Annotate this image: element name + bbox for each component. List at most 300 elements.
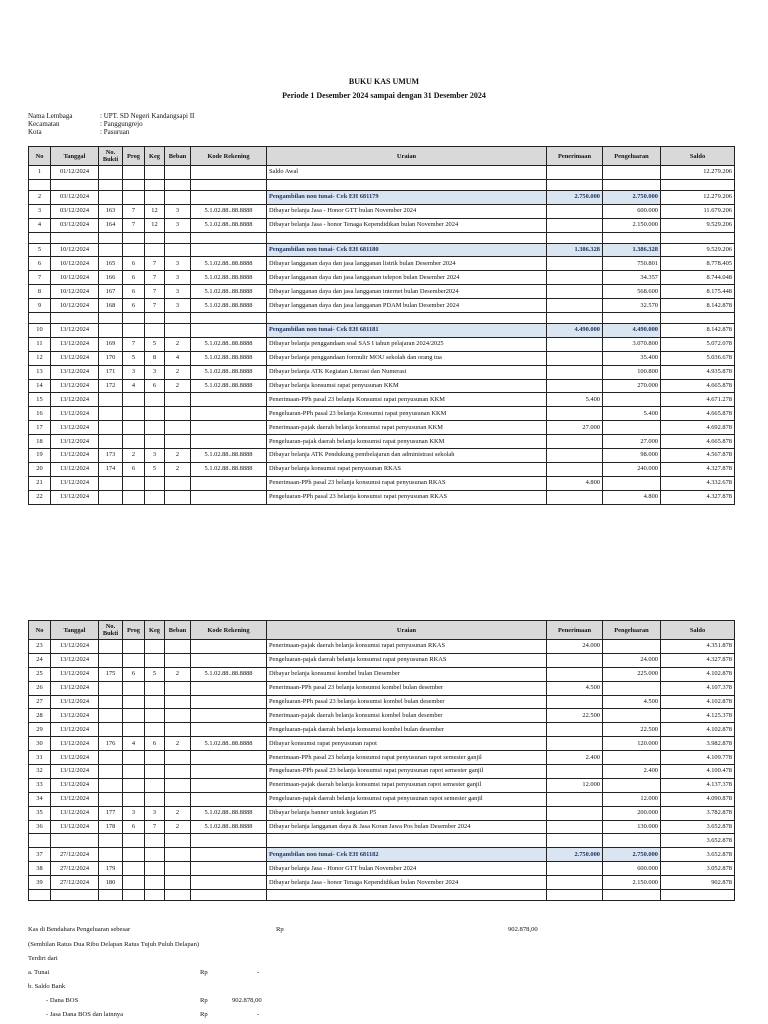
cell-pengeluaran: 2.150.000 bbox=[603, 876, 661, 890]
cell-kode-rekening bbox=[191, 834, 267, 848]
cell-kode-rekening bbox=[191, 179, 267, 190]
cell-prog: 4 bbox=[123, 737, 145, 751]
cell-no-bukti: 173 bbox=[99, 449, 123, 463]
cell-keg: 7 bbox=[145, 271, 165, 285]
cell-kode-rekening: 5.1.02.88..88.8888 bbox=[191, 257, 267, 271]
cell-prog: 3 bbox=[123, 365, 145, 379]
cell-saldo: 8.175.448 bbox=[661, 285, 735, 299]
cell-saldo: 12.279.206 bbox=[661, 190, 735, 204]
cell-keg: 7 bbox=[145, 285, 165, 299]
cell-no-bukti: 178 bbox=[99, 820, 123, 834]
cell-saldo bbox=[661, 179, 735, 190]
jasa-bos-currency: Rp bbox=[200, 1011, 208, 1018]
cell-tanggal: 10/12/2024 bbox=[51, 257, 99, 271]
table-row bbox=[29, 449, 735, 463]
cell-penerimaan bbox=[547, 337, 603, 351]
cell-kode-rekening: 5.1.02.88..88.8888 bbox=[191, 737, 267, 751]
cell-penerimaan bbox=[547, 876, 603, 890]
table-row bbox=[29, 257, 735, 271]
cell-kode-rekening bbox=[191, 313, 267, 324]
cell-saldo: 4.671.278 bbox=[661, 393, 735, 407]
cell-no-bukti bbox=[99, 166, 123, 180]
cell-prog: 6 bbox=[123, 271, 145, 285]
cell-no: 31 bbox=[29, 751, 51, 765]
cell-keg bbox=[145, 232, 165, 243]
column-header: Uraian bbox=[267, 621, 547, 640]
cell-keg bbox=[145, 407, 165, 421]
cell-uraian: Pengeluaran-PPh pasal 23 belanja konsumsi kombel bulan desember bbox=[267, 695, 547, 709]
cell-kode-rekening: 5.1.02.88..88.8888 bbox=[191, 806, 267, 820]
cell-no-bukti bbox=[99, 751, 123, 765]
bank-label: b. Saldo Bank bbox=[28, 983, 66, 990]
cell-penerimaan bbox=[547, 806, 603, 820]
cell-pengeluaran: 2.400 bbox=[603, 765, 661, 779]
cell-beban bbox=[165, 765, 191, 779]
table-row bbox=[29, 723, 735, 737]
cell-keg: 5 bbox=[145, 462, 165, 476]
table-row bbox=[29, 737, 735, 751]
cell-uraian: Pengeluaran-pajak daerah belanja konsumsi kombel bulan desember bbox=[267, 723, 547, 737]
cell-prog: 7 bbox=[123, 218, 145, 232]
cell-uraian: Dibayar belanja ATK Pendukung pembelajaran dan administrasi sekolah bbox=[267, 449, 547, 463]
cell-tanggal: 13/12/2024 bbox=[51, 490, 99, 504]
column-header: Beban bbox=[165, 147, 191, 166]
cell-pengeluaran: 240.000 bbox=[603, 462, 661, 476]
blank-row bbox=[29, 232, 735, 243]
cell-no-bukti: 174 bbox=[99, 462, 123, 476]
cell-pengeluaran bbox=[603, 834, 661, 848]
cell-no bbox=[29, 179, 51, 190]
cell-kode-rekening: 5.1.02.88..88.8888 bbox=[191, 449, 267, 463]
table-row bbox=[29, 640, 735, 654]
cell-pengeluaran bbox=[603, 709, 661, 723]
cell-saldo: 4.327.878 bbox=[661, 653, 735, 667]
cell-tanggal bbox=[51, 313, 99, 324]
cell-keg bbox=[145, 393, 165, 407]
cell-pengeluaran: 12.000 bbox=[603, 792, 661, 806]
cell-saldo: 3.782.878 bbox=[661, 806, 735, 820]
cell-beban: 3 bbox=[165, 271, 191, 285]
cell-no-bukti: 175 bbox=[99, 667, 123, 681]
cell-no: 6 bbox=[29, 257, 51, 271]
cell-keg bbox=[145, 751, 165, 765]
cell-penerimaan: 2.750.000 bbox=[547, 190, 603, 204]
cell-tanggal: 13/12/2024 bbox=[51, 462, 99, 476]
cell-no-bukti bbox=[99, 890, 123, 901]
column-header: Beban bbox=[165, 621, 191, 640]
cell-no-bukti bbox=[99, 490, 123, 504]
table-row bbox=[29, 834, 735, 848]
cell-no-bukti bbox=[99, 848, 123, 862]
institution-info bbox=[28, 112, 194, 136]
cell-penerimaan bbox=[547, 218, 603, 232]
cell-prog bbox=[123, 421, 145, 435]
cell-no-bukti: 171 bbox=[99, 365, 123, 379]
cell-uraian: Pengambilan non tunai- Cek EH 681179 bbox=[267, 190, 547, 204]
cell-tanggal bbox=[51, 834, 99, 848]
cell-prog bbox=[123, 709, 145, 723]
cell-keg bbox=[145, 421, 165, 435]
cell-kode-rekening bbox=[191, 695, 267, 709]
table-row bbox=[29, 462, 735, 476]
cell-prog bbox=[123, 179, 145, 190]
jasa-bos-value: - bbox=[257, 1011, 260, 1018]
cell-beban: 2 bbox=[165, 365, 191, 379]
cell-pengeluaran bbox=[603, 313, 661, 324]
cell-pengeluaran: 225.000 bbox=[603, 667, 661, 681]
cell-penerimaan bbox=[547, 204, 603, 218]
column-header: No bbox=[29, 147, 51, 166]
cell-saldo: 4.125.378 bbox=[661, 709, 735, 723]
cell-tanggal: 03/12/2024 bbox=[51, 204, 99, 218]
cell-no-bukti bbox=[99, 695, 123, 709]
column-header: Pengeluaran bbox=[603, 621, 661, 640]
cell-penerimaan bbox=[547, 462, 603, 476]
cell-uraian: Dibayar belanja langganan daya & Jasa Koran Jawa Pos bulan Desember 2024 bbox=[267, 820, 547, 834]
cell-beban bbox=[165, 709, 191, 723]
cell-beban bbox=[165, 848, 191, 862]
cell-prog bbox=[123, 862, 145, 876]
cell-prog bbox=[123, 640, 145, 654]
cell-no: 1 bbox=[29, 166, 51, 180]
cell-no-bukti: 164 bbox=[99, 218, 123, 232]
cell-no: 27 bbox=[29, 695, 51, 709]
table-header-row bbox=[29, 147, 735, 166]
cell-uraian: Dibayar belanja konsumsi rapat penyusunan KKM bbox=[267, 379, 547, 393]
cell-saldo: 3.652.878 bbox=[661, 848, 735, 862]
cell-uraian: Pengambilan non tunai- Cek EH 681182 bbox=[267, 848, 547, 862]
cell-penerimaan bbox=[547, 166, 603, 180]
cell-uraian: Dibayar belanja Jasa - honor Tenaga Kependidikan bulan November 2024 bbox=[267, 218, 547, 232]
table-row bbox=[29, 324, 735, 338]
cell-pengeluaran: 2.750.000 bbox=[603, 190, 661, 204]
cell-pengeluaran: 2.150.000 bbox=[603, 218, 661, 232]
meta-value: : Pasuruan bbox=[100, 128, 130, 136]
cell-uraian: Dibayar belanja penggandaan soal SAS I tahun pelajaran 2024/2025 bbox=[267, 337, 547, 351]
cell-prog bbox=[123, 476, 145, 490]
cell-kode-rekening bbox=[191, 166, 267, 180]
table-row bbox=[29, 337, 735, 351]
cell-saldo: 8.142.878 bbox=[661, 299, 735, 313]
cell-pengeluaran: 34.357 bbox=[603, 271, 661, 285]
cell-no bbox=[29, 834, 51, 848]
cell-beban: 2 bbox=[165, 820, 191, 834]
cell-saldo bbox=[661, 890, 735, 901]
cell-pengeluaran bbox=[603, 476, 661, 490]
cell-prog: 6 bbox=[123, 299, 145, 313]
cell-penerimaan bbox=[547, 379, 603, 393]
cell-penerimaan bbox=[547, 737, 603, 751]
meta-value: : UPT. SD Negeri Kandangsapi II bbox=[100, 112, 195, 120]
cell-keg bbox=[145, 876, 165, 890]
cell-beban bbox=[165, 862, 191, 876]
cell-uraian: Pengambilan non tunai- Cek EH 681180 bbox=[267, 243, 547, 257]
cell-kode-rekening bbox=[191, 723, 267, 737]
cell-no: 34 bbox=[29, 792, 51, 806]
cell-tanggal: 13/12/2024 bbox=[51, 351, 99, 365]
terdiri-label: Terdiri dari bbox=[28, 955, 58, 962]
cell-pengeluaran: 22.500 bbox=[603, 723, 661, 737]
cell-no: 28 bbox=[29, 709, 51, 723]
cell-beban bbox=[165, 681, 191, 695]
cell-keg: 8 bbox=[145, 351, 165, 365]
cell-saldo: 8.744.048 bbox=[661, 271, 735, 285]
cell-uraian: Pengeluaran-PPh pasal 23 belanja konsumsi rapat penyusunan RKAS bbox=[267, 490, 547, 504]
cell-saldo: 4.107.378 bbox=[661, 681, 735, 695]
cell-no: 18 bbox=[29, 435, 51, 449]
cell-kode-rekening bbox=[191, 232, 267, 243]
cell-no: 2 bbox=[29, 190, 51, 204]
table-row bbox=[29, 407, 735, 421]
table-row bbox=[29, 351, 735, 365]
cell-keg bbox=[145, 653, 165, 667]
cell-kode-rekening bbox=[191, 653, 267, 667]
cell-saldo: 4.692.878 bbox=[661, 421, 735, 435]
cell-no: 24 bbox=[29, 653, 51, 667]
cell-pengeluaran: 4.500 bbox=[603, 695, 661, 709]
cell-no: 16 bbox=[29, 407, 51, 421]
cell-uraian bbox=[267, 232, 547, 243]
cell-beban bbox=[165, 232, 191, 243]
cell-beban: 2 bbox=[165, 337, 191, 351]
column-header: Penerimaan bbox=[547, 147, 603, 166]
cell-kode-rekening bbox=[191, 862, 267, 876]
cell-no-bukti: 179 bbox=[99, 862, 123, 876]
cell-penerimaan: 27.000 bbox=[547, 421, 603, 435]
cell-prog: 6 bbox=[123, 667, 145, 681]
cell-tanggal: 13/12/2024 bbox=[51, 324, 99, 338]
cell-pengeluaran bbox=[603, 166, 661, 180]
cell-tanggal: 10/12/2024 bbox=[51, 299, 99, 313]
cell-no-bukti: 170 bbox=[99, 351, 123, 365]
cell-no: 9 bbox=[29, 299, 51, 313]
cell-tanggal: 13/12/2024 bbox=[51, 695, 99, 709]
cell-prog bbox=[123, 653, 145, 667]
table-row bbox=[29, 243, 735, 257]
cell-saldo: 3.052.878 bbox=[661, 862, 735, 876]
cell-uraian: Penerimaan-PPh pasal 23 belanja konsumsi rapat penyusunan RKAS bbox=[267, 476, 547, 490]
cell-no: 39 bbox=[29, 876, 51, 890]
cell-prog bbox=[123, 435, 145, 449]
cell-kode-rekening bbox=[191, 407, 267, 421]
cell-keg: 5 bbox=[145, 337, 165, 351]
cell-tanggal: 13/12/2024 bbox=[51, 723, 99, 737]
cell-no: 20 bbox=[29, 462, 51, 476]
cell-no-bukti bbox=[99, 834, 123, 848]
cell-tanggal: 13/12/2024 bbox=[51, 337, 99, 351]
cell-uraian: Dibayar belanja konsumsi kombel bulan Desember bbox=[267, 667, 547, 681]
cell-no: 21 bbox=[29, 476, 51, 490]
cell-penerimaan bbox=[547, 271, 603, 285]
cell-tanggal: 13/12/2024 bbox=[51, 681, 99, 695]
cell-no-bukti bbox=[99, 653, 123, 667]
cell-penerimaan bbox=[547, 723, 603, 737]
cell-pengeluaran bbox=[603, 751, 661, 765]
cell-no-bukti bbox=[99, 640, 123, 654]
cell-tanggal: 10/12/2024 bbox=[51, 285, 99, 299]
cell-uraian: Penerimaan-pajak daerah belanja konsumsi rapat penyusunan rapot semester ganjil bbox=[267, 778, 547, 792]
cell-pengeluaran: 2.750.000 bbox=[603, 848, 661, 862]
cell-prog: 6 bbox=[123, 462, 145, 476]
cell-no: 19 bbox=[29, 449, 51, 463]
cell-pengeluaran: 24.000 bbox=[603, 653, 661, 667]
cell-prog bbox=[123, 890, 145, 901]
column-header: Prog bbox=[123, 621, 145, 640]
meta-label: Kota bbox=[28, 128, 42, 136]
cell-saldo: 12.279.206 bbox=[661, 166, 735, 180]
meta-value: : Panggungrejo bbox=[100, 120, 143, 128]
table-row bbox=[29, 681, 735, 695]
meta-label: Kecamatan bbox=[28, 120, 60, 128]
cell-keg bbox=[145, 890, 165, 901]
cell-uraian: Penerimaan-PPh pasal 23 belanja Konsumsi rapat penyusunan KKM bbox=[267, 393, 547, 407]
cell-no: 32 bbox=[29, 765, 51, 779]
cell-kode-rekening bbox=[191, 421, 267, 435]
cell-no-bukti bbox=[99, 435, 123, 449]
cell-tanggal: 10/12/2024 bbox=[51, 243, 99, 257]
cell-keg: 3 bbox=[145, 449, 165, 463]
cell-beban: 3 bbox=[165, 299, 191, 313]
cell-kode-rekening bbox=[191, 243, 267, 257]
cell-beban: 3 bbox=[165, 257, 191, 271]
cell-uraian: Dibayar konsumsi rapat penyusunan rapot bbox=[267, 737, 547, 751]
cell-keg bbox=[145, 476, 165, 490]
cell-penerimaan bbox=[547, 490, 603, 504]
cell-no: 29 bbox=[29, 723, 51, 737]
cell-beban bbox=[165, 653, 191, 667]
cell-uraian: Dibayar belanja Jasa - Honor GTT bulan November 2024 bbox=[267, 862, 547, 876]
cell-penerimaan bbox=[547, 792, 603, 806]
cell-penerimaan: 24.000 bbox=[547, 640, 603, 654]
cell-kode-rekening: 5.1.02.88..88.8888 bbox=[191, 820, 267, 834]
cell-no: 4 bbox=[29, 218, 51, 232]
cell-penerimaan: 1.386.328 bbox=[547, 243, 603, 257]
cell-saldo: 3.982.878 bbox=[661, 737, 735, 751]
cell-tanggal: 27/12/2024 bbox=[51, 876, 99, 890]
cell-uraian: Penerimaan-pajak daerah belanja konsumsi rapat penyusunan KKM bbox=[267, 421, 547, 435]
cell-tanggal: 13/12/2024 bbox=[51, 421, 99, 435]
column-header: Keg bbox=[145, 147, 165, 166]
cell-keg bbox=[145, 834, 165, 848]
meta-row-kecamatan bbox=[28, 120, 194, 128]
cell-no: 3 bbox=[29, 204, 51, 218]
cell-kode-rekening: 5.1.02.88..88.8888 bbox=[191, 271, 267, 285]
cell-beban bbox=[165, 834, 191, 848]
cell-prog bbox=[123, 393, 145, 407]
cell-uraian: Pengeluaran-pajak daerah belanja konsumsi rapat penyusunan RKAS bbox=[267, 653, 547, 667]
document-period: Periode 1 Desember 2024 sampai dengan 31 Desember 2024 bbox=[282, 91, 486, 100]
cell-saldo: 4.090.878 bbox=[661, 792, 735, 806]
cell-no-bukti bbox=[99, 421, 123, 435]
cell-keg: 5 bbox=[145, 667, 165, 681]
cell-no: 26 bbox=[29, 681, 51, 695]
cell-keg bbox=[145, 243, 165, 257]
cell-saldo: 4.137.378 bbox=[661, 778, 735, 792]
cell-penerimaan bbox=[547, 834, 603, 848]
kas-currency: Rp bbox=[276, 926, 284, 933]
cell-pengeluaran: 5.400 bbox=[603, 407, 661, 421]
cell-tanggal: 27/12/2024 bbox=[51, 862, 99, 876]
cell-beban: 3 bbox=[165, 285, 191, 299]
cell-prog bbox=[123, 490, 145, 504]
cell-uraian: Penerimaan-PPh pasal 23 belanja konsumsi kombel bulan desember bbox=[267, 681, 547, 695]
cell-tanggal: 13/12/2024 bbox=[51, 449, 99, 463]
blank-row bbox=[29, 179, 735, 190]
cell-prog bbox=[123, 243, 145, 257]
cell-pengeluaran: 27.000 bbox=[603, 435, 661, 449]
cell-saldo: 9.529.206 bbox=[661, 218, 735, 232]
cell-kode-rekening bbox=[191, 324, 267, 338]
cell-pengeluaran: 600.000 bbox=[603, 862, 661, 876]
cell-keg: 12 bbox=[145, 204, 165, 218]
column-header: Uraian bbox=[267, 147, 547, 166]
cell-tanggal bbox=[51, 179, 99, 190]
cell-pengeluaran bbox=[603, 890, 661, 901]
table-row bbox=[29, 709, 735, 723]
cell-penerimaan bbox=[547, 313, 603, 324]
cell-pengeluaran: 270.000 bbox=[603, 379, 661, 393]
cell-penerimaan: 2.400 bbox=[547, 751, 603, 765]
cell-tanggal: 13/12/2024 bbox=[51, 435, 99, 449]
cell-uraian: Dibayar belanja Jasa - Honor GTT bulan November 2024 bbox=[267, 204, 547, 218]
cell-no-bukti: 177 bbox=[99, 806, 123, 820]
cell-beban: 2 bbox=[165, 667, 191, 681]
cell-prog bbox=[123, 313, 145, 324]
cell-penerimaan: 2.750.000 bbox=[547, 848, 603, 862]
cell-keg bbox=[145, 490, 165, 504]
cell-no: 10 bbox=[29, 324, 51, 338]
cell-no-bukti bbox=[99, 179, 123, 190]
cell-penerimaan bbox=[547, 407, 603, 421]
cell-pengeluaran: 130.000 bbox=[603, 820, 661, 834]
cell-uraian: Saldo Awal bbox=[267, 166, 547, 180]
table-row bbox=[29, 765, 735, 779]
cell-beban bbox=[165, 435, 191, 449]
cell-pengeluaran: 100.800 bbox=[603, 365, 661, 379]
cell-penerimaan bbox=[547, 765, 603, 779]
cell-no-bukti: 172 bbox=[99, 379, 123, 393]
cell-pengeluaran: 35.400 bbox=[603, 351, 661, 365]
cell-pengeluaran: 3.070.800 bbox=[603, 337, 661, 351]
cell-no-bukti bbox=[99, 476, 123, 490]
cell-keg: 7 bbox=[145, 257, 165, 271]
table-row bbox=[29, 876, 735, 890]
meta-row-kota bbox=[28, 128, 194, 136]
column-header: Pengeluaran bbox=[603, 147, 661, 166]
cell-keg bbox=[145, 313, 165, 324]
cell-no-bukti: 176 bbox=[99, 737, 123, 751]
column-header: No. Bukti bbox=[99, 147, 123, 166]
cell-tanggal: 13/12/2024 bbox=[51, 393, 99, 407]
cell-kode-rekening: 5.1.02.88..88.8888 bbox=[191, 337, 267, 351]
cell-kode-rekening: 5.1.02.88..88.8888 bbox=[191, 218, 267, 232]
cell-no: 7 bbox=[29, 271, 51, 285]
cell-penerimaan bbox=[547, 299, 603, 313]
table-row bbox=[29, 435, 735, 449]
kas-label: Kas di Bendahara Pengeluaran sebesar bbox=[28, 926, 131, 933]
cell-uraian: Dibayar belanja konsumsi rapat penyusunan RKAS bbox=[267, 462, 547, 476]
cell-penerimaan bbox=[547, 695, 603, 709]
cell-kode-rekening bbox=[191, 190, 267, 204]
cell-tanggal: 13/12/2024 bbox=[51, 806, 99, 820]
cell-saldo: 3.652.878 bbox=[661, 834, 735, 848]
cell-penerimaan: 4.800 bbox=[547, 476, 603, 490]
cell-penerimaan bbox=[547, 653, 603, 667]
cell-pengeluaran bbox=[603, 421, 661, 435]
column-header: Penerimaan bbox=[547, 621, 603, 640]
cell-pengeluaran: 200.000 bbox=[603, 806, 661, 820]
cell-saldo: 4.935.878 bbox=[661, 365, 735, 379]
